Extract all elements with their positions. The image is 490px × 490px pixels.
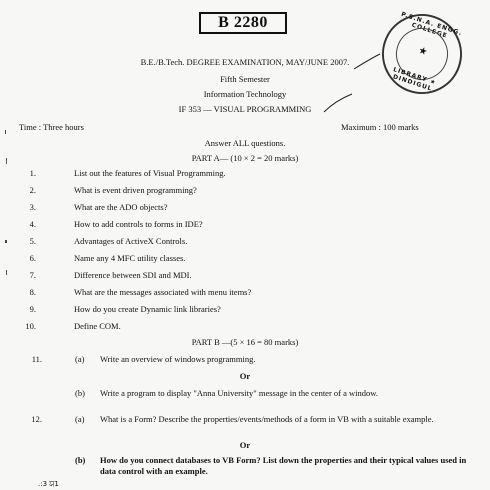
question-text: How to add controls to forms in IDE? <box>74 219 203 229</box>
option-label: (a) <box>75 354 85 364</box>
semester: Fifth Semester <box>220 74 270 84</box>
question-text: What are the messages associated with menu items? <box>74 287 252 297</box>
or-separator: Or <box>239 371 251 381</box>
instruction: Answer ALL questions. <box>204 138 286 148</box>
time-duration: Time : Three hours <box>19 122 84 132</box>
footer-mark: .:3 ਯ1 <box>38 480 59 488</box>
question-number: 7. <box>29 270 36 280</box>
or-separator: Or <box>239 440 251 450</box>
question-text: How do you create Dynamic link libraries? <box>74 304 221 314</box>
question-text: What is event driven programming? <box>74 185 197 195</box>
option-label: (a) <box>75 414 85 424</box>
question-number: 2. <box>29 185 36 195</box>
question-number: 6. <box>29 253 36 263</box>
question-text: Advantages of ActiveX Controls. <box>74 236 188 246</box>
exam-title: B.E./B.Tech. DEGREE EXAMINATION, MAY/JUNE 2007. <box>140 57 350 67</box>
question-number: 4. <box>29 219 36 229</box>
question-number: 11. <box>31 354 42 364</box>
question-number: 12. <box>31 414 42 424</box>
question-number: 1. <box>29 168 36 178</box>
question-text: What are the ADO objects? <box>74 202 168 212</box>
option-label: (b) <box>75 388 85 398</box>
option-label: (b) <box>75 455 86 465</box>
option-text: Write a program to display "Anna University" message in the center of a window. <box>100 388 378 398</box>
option-text: Write an overview of windows programming. <box>100 354 256 364</box>
department: Information Technology <box>203 89 287 99</box>
question-text: Name any 4 MFC utility classes. <box>74 253 186 263</box>
question-number: 9. <box>29 304 36 314</box>
pen-mark-1 <box>352 52 382 72</box>
question-text: Difference between SDI and MDI. <box>74 270 192 280</box>
binding-marks <box>3 110 11 310</box>
option-text: How do you connect databases to VB Form? List down the properties and their typical values used in data control with an example. <box>100 455 467 476</box>
subject-title: IF 353 — VISUAL PROGRAMMING <box>178 104 312 114</box>
question-text: Define COM. <box>74 321 121 331</box>
question-number: 8. <box>29 287 36 297</box>
part-a-title: PART A— (10 × 2 = 20 marks) <box>191 153 299 163</box>
question-number: 10. <box>25 321 36 331</box>
maximum-marks: Maximum : 100 marks <box>341 122 419 132</box>
paper-code: B 2280 <box>199 12 287 34</box>
pen-mark-2 <box>322 92 354 114</box>
stamp-top-text: P.S.N.A. ENGG. COLLEGE <box>400 10 464 40</box>
star-icon: ★ <box>416 45 429 59</box>
question-number: 3. <box>29 202 36 212</box>
stamp-bottom-text: LIBRARY ★ DINDIGUL <box>391 66 438 93</box>
part-b-title: PART B —(5 × 16 = 80 marks) <box>191 337 299 347</box>
question-number: 5. <box>29 236 36 246</box>
question-text: List out the features of Visual Programming. <box>74 168 226 178</box>
option-text: What is a Form? Describe the properties/events/methods of a form in VB with a suitable example. <box>100 414 434 424</box>
